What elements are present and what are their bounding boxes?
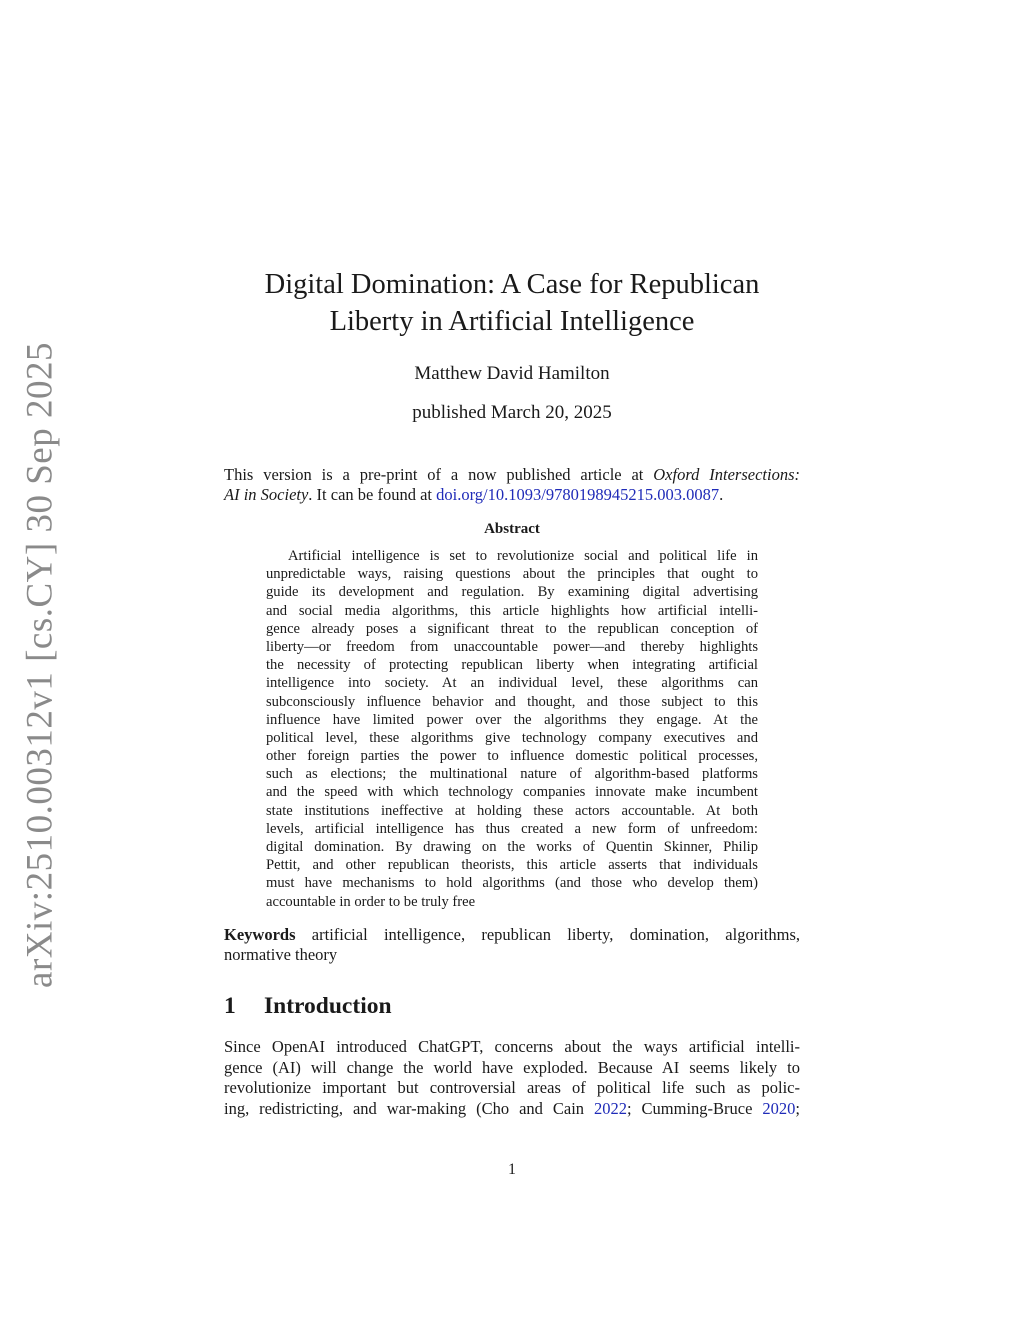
abstract-line: state institutions ineffective at holding these actors accountable. At both [266, 802, 758, 819]
section-heading [224, 993, 800, 1020]
section-title: Introduction [264, 993, 392, 1019]
intro-text-4a: ing, redistricting, and war-making (Cho and Cain [224, 1098, 594, 1118]
abstract-line: must have mechanisms to hold algorithms (and those who develop them) [266, 875, 758, 892]
abstract-line: levels, artificial intelligence has thus created a new form of unfreedom: [266, 820, 758, 837]
abstract-line: the necessity of protecting republican liberty when integrating artificial [266, 657, 758, 674]
abstract-line: intelligence into society. At an individual level, these algorithms can [266, 675, 758, 692]
page-number: 1 [508, 1161, 516, 1178]
intro-line-4 [224, 1099, 800, 1120]
abstract-line: digital domination. By drawing on the works of Quentin Skinner, Philip [266, 839, 758, 855]
abstract-line: liberty—or freedom from unaccountable power—and thereby highlights [266, 638, 758, 655]
doi-link[interactable]: doi.org/10.1093/9780198945215.003.0087 [436, 485, 720, 504]
abstract-line: such as elections; the multinational nature of algorithm-based platforms [266, 766, 758, 783]
arxiv-stamp [10, 342, 70, 988]
author-name: Matthew David Hamilton [414, 363, 610, 384]
abstract-line: political level, these algorithms give technology company executives and [266, 729, 758, 746]
preprint-text-1: This version is a pre-print of a now published article at [224, 465, 654, 484]
paper-title [224, 266, 800, 340]
abstract-line: Artificial intelligence is set to revolutionize social and political life in [288, 548, 758, 564]
preprint-line-2 [224, 485, 800, 505]
abstract-line: accountable in order to be truly free [266, 893, 476, 910]
abstract-line: unpredictable ways, raising questions about the principles that ought to [266, 566, 758, 583]
journal-name-part-1: Oxford Intersections: [653, 465, 800, 484]
abstract-line: subconsciously influence behavior and thought, and those subject to this [266, 693, 758, 710]
keywords-block [224, 925, 800, 965]
section-number: 1 [224, 993, 236, 1019]
preprint-text-3: . [719, 485, 724, 504]
abstract-body [266, 547, 758, 911]
intro-text-4c: ; [795, 1098, 801, 1118]
citation-link[interactable]: 2020 [762, 1098, 796, 1118]
keywords-label: Keywords [224, 925, 296, 944]
citation-link[interactable]: 2022 [594, 1098, 627, 1118]
intro-line-3: revolutionize important but controversial areas of political life such as polic- [224, 1078, 800, 1097]
intro-text-4b: ; Cumming-Bruce [627, 1098, 763, 1118]
abstract-line: and social media algorithms, this article highlights how artificial intelli- [266, 602, 758, 619]
intro-paragraph [224, 1037, 800, 1119]
abstract-heading: Abstract [484, 521, 540, 537]
abstract-line: guide its development and regulation. By examining digital advertising [266, 584, 758, 601]
preprint-text-2: . It can be found at [308, 485, 437, 504]
keywords-list-1: artificial intelligence, republican liberty, domination, algorithms, [311, 925, 800, 944]
abstract-line: gence already poses a significant threat to the republican conception of [266, 620, 758, 637]
abstract-line: and the speed with which technology companies innovate make incumbent [266, 784, 758, 801]
journal-name-part-2: AI in Society [224, 485, 309, 504]
arxiv-identifier: arXiv:2510.00312v1 [cs.CY] 30 Sep 2025 [19, 342, 61, 988]
keywords-list-2: normative theory [224, 945, 338, 964]
publication-date: published March 20, 2025 [412, 402, 612, 423]
intro-line-1: Since OpenAI introduced ChatGPT, concerns about the ways artificial intelli- [224, 1037, 800, 1056]
title-line-2: Liberty in Artificial Intelligence [329, 306, 695, 337]
preprint-note [224, 465, 800, 505]
intro-line-2: gence (AI) will change the world have exploded. Because AI seems likely to [224, 1057, 800, 1077]
keywords-line-1 [224, 925, 800, 945]
preprint-line-1 [224, 465, 800, 485]
abstract-line: influence have limited power over the algorithms they engage. At the [266, 711, 758, 728]
title-line-1: Digital Domination: A Case for Republican [264, 269, 760, 300]
abstract-line: other foreign parties the power to influence domestic political processes, [266, 748, 758, 765]
abstract-line: Pettit, and other republican theorists, this article asserts that individuals [266, 857, 758, 874]
